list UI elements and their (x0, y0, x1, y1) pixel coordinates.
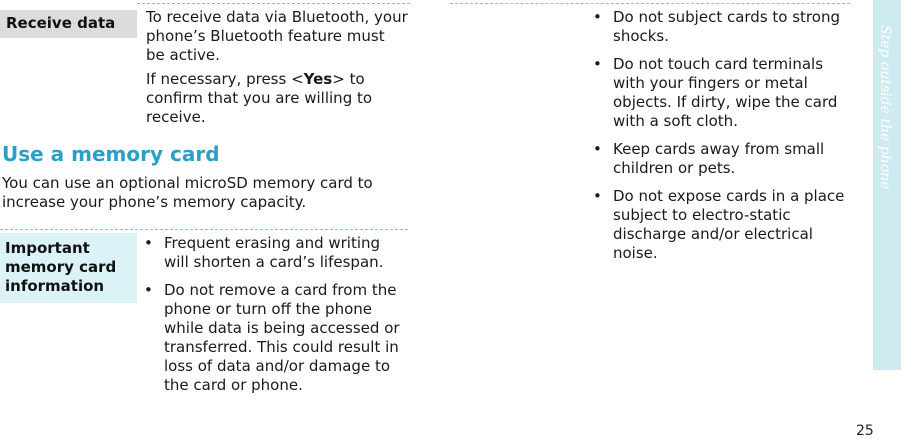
receive-data-paragraph-1: To receive data via Bluetooth, your phone’s Bluetooth feature must be active. (146, 8, 408, 64)
list-item: • Frequent erasing and writing will shorten a card’s lifespan. (142, 234, 408, 272)
list-item: • Do not subject cards to strong shocks. (591, 8, 857, 46)
section-divider (0, 229, 408, 230)
page-number: 25 (856, 423, 874, 439)
receive-data-paragraph-2 (146, 70, 408, 127)
memory-card-intro: You can use an optional microSD memory card to increase your phone’s memory capacity. (2, 174, 373, 211)
list-item: • Do not expose cards in a place subject to electro-static discharge and/or electrical noise. (591, 187, 857, 263)
top-divider (137, 3, 410, 4)
list-item: • Keep cards away from small children or pets. (591, 140, 857, 178)
important-info-label: Important memory card information (5, 239, 117, 295)
important-info-heading (0, 233, 137, 303)
memory-card-title: Use a memory card (2, 142, 220, 166)
important-info-list-right (591, 8, 857, 272)
receive-data-label: Receive data (6, 14, 116, 32)
list-item: • Do not remove a card from the phone or turn off the phone while data is being accessed or transferred. This could result in loss of data and/or damage to the card or phone. (142, 281, 408, 395)
para2-suffix: > to confirm that you are willing to receive. (146, 70, 373, 126)
yes-key: Yes (303, 70, 333, 88)
list-item: • Do not touch card terminals with your fingers or metal objects. If dirty, wipe the card with a soft cloth. (591, 55, 857, 131)
right-column-divider (450, 3, 850, 4)
chapter-side-tab (873, 0, 901, 370)
receive-data-heading (0, 10, 137, 38)
chapter-tab-label: Step outside the phone (877, 25, 893, 190)
important-info-list-left (142, 234, 408, 404)
para2-prefix: If necessary, press < (146, 70, 304, 88)
